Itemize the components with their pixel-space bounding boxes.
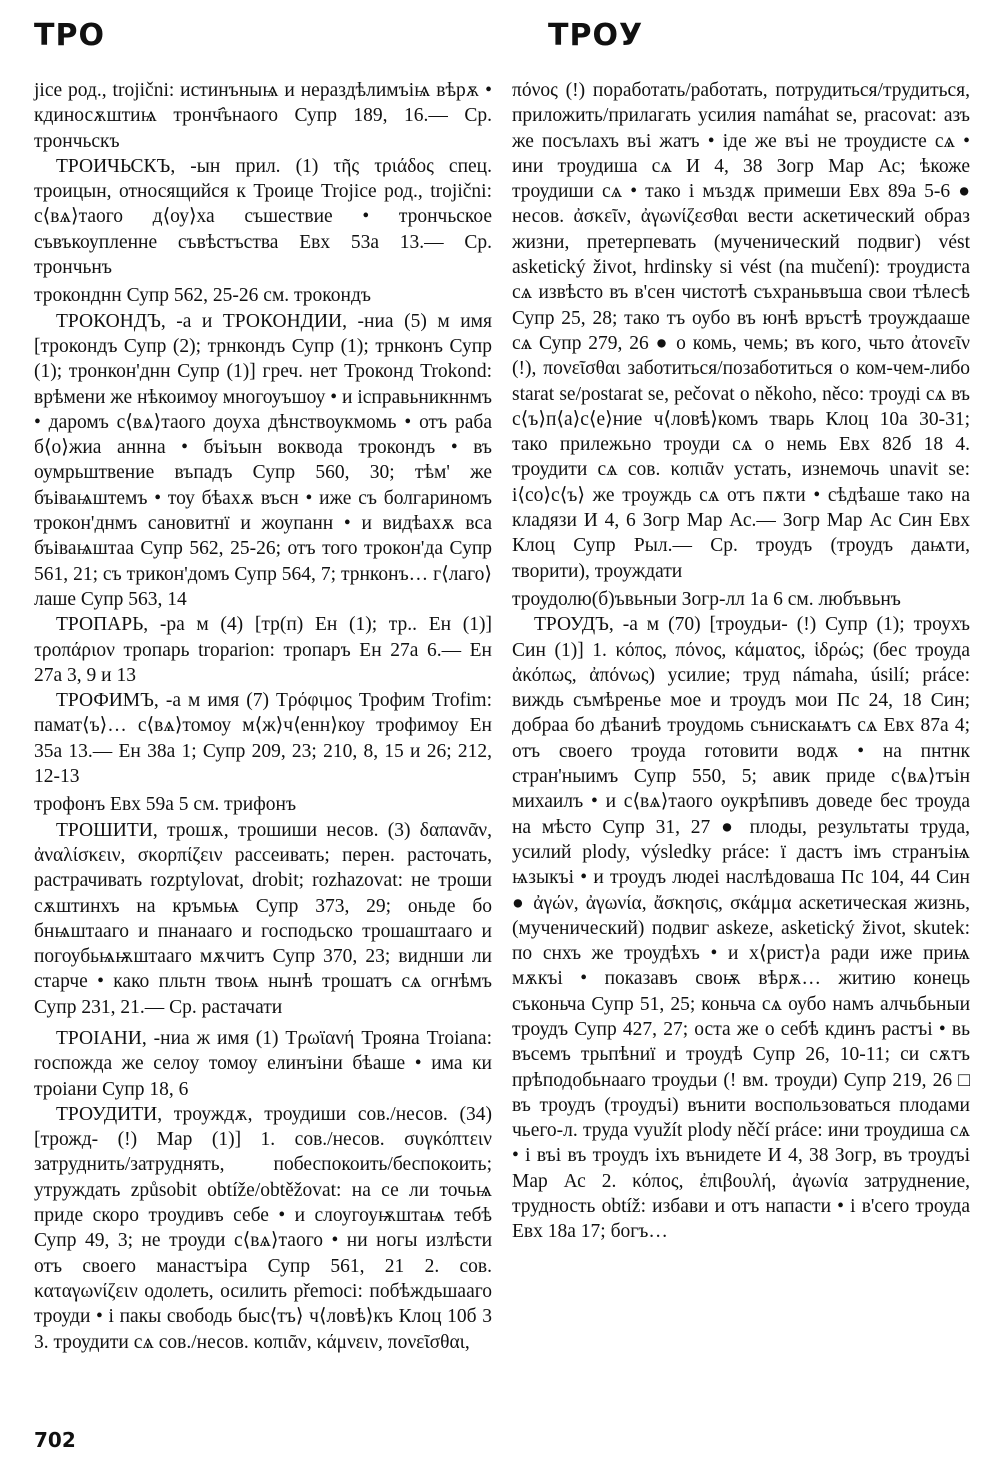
running-head-left: ТРО — [34, 18, 105, 53]
entry-continuation: jice род., trojični: истинъныѩ и нераздѣлимъіѩ вѣрѫ • кдиносѫштиѩ тронч҄ънаого Супр 189, 16.— Ср. трончьскъ — [34, 80, 492, 152]
entry-troud: ТРОУДЪ, -а м (70) [троудьи- (!) Супр (1); троухъ Син (1)] 1. κόπος, πόνος, κάματος, ἱδρώς; (бес троуда ἀκόπως, ἀπόνως) усилие; труд námaha, úsilí; práce: виждь съмѣренье мое и троудъ мои Пс 24, 18 Син; добраа бо дѣаниѣ троудомь съниcкаѩтъ сѧ Евх 87а 4; отъ своего троуда готовити водѫ • на пнтнк стран'ныимъ Супр 550, 5; авик приде с⟨вѧ⟩тъін михаилъ • и с⟨вѧ⟩таого оукрѣпивъ доведе бес троуда на мѣсто Супр 31, 27 ● плоды, результаты труда, усилий plody, výsledky práce: ї дастъ імъ странъіѩ ѩзыкъі • и троудъ людеі наслѣдоваша Пс 104, 44 Син ● ἀγών, ἀγωνία, ἄσκησις, σκάμμα аскетическая жизнь, (мученический) подвиг askeze, asketický život, skutek: по снхъ же троудѣхъ • и х⟨рист⟩а ради иже приѩ мѫкъі • показавъ своѭ вѣрѫ… житию конець съконьча Супр 51, 25; коньча сѧ оубо намъ алчьбьныи троудъ Супр 427, 27; оста же о себѣ кдинъ растъі • вь въсемъ трьпѣниї и троудѣ Супр 26, 10-11; си сѫтъ прѣподобьнааго троудьи (! вм. троуди) Супр 219, 26 □ въ троудъ (троудъі) вънити воспользоваться плодами чьего-л. труда využít plody něčí práce: ини троудиша сѧ • і въі въ троудъ іхъ вънидете И 4, 38 Зогр, въ троудъі Мар Ас 2. κόπος, ἐπιβουλή, ἀγωνία затруднение, трудность obtíž: избави и отъ напасти • і в'сего троуда Евх 18а 17; богъ… — [512, 614, 970, 1243]
cross-reference: троконднн Супр 562, 25-26 см. трокондъ — [34, 285, 371, 307]
entry-continuation: πόνος (!) поработать/работать, потрудиться/трудиться, приложить/прилагать усилия namáhat se, pracovat: азъ же посълахъ въі жатъ • іде же въі не троудисте сѧ • ини троудиша сѧ И 4, 38 Зогр Мар Ас; ѣкоже троудиши сѧ • тако і мъздѫ примеши Евх 89а 5-6 ● несов. ἀσκεῖν, ἀγωνίζεσθαι вести аскетический образ жизни, претерпевать (мученический подвиг) vést asketický život, hrdinsky si vést (na mučení): троудиста сѧ извѣсто въ в'сен чистотѣ съхраньвъша свои тѣлесѣ Супр 25, 28; тако тъ оубо въ юнѣ връстѣ троуждааше сѧ Супр 279, 26 ● о комь, чемь; въ кого, чьто ἀτονεῖν (!), πονεῖσθαι заботиться/позаботиться о ком-чем-либо starat se/postarat se, pečovat o někoho, něco: троуді сѧ въ с⟨ъ⟩п⟨а⟩с⟨е⟩ние ч⟨ловѣ⟩комъ тварь Клоц 10а 30-31; тако прилежьно троуди сѧ о немь Евх 82б 18 4. троудити сѧ сов. κοπιᾶν устать, изнемочь unavit se: і⟨со⟩с⟨ъ⟩ же троуждь сѧ отъ пѫти • сѣдѣаше тако на кладязи И 4, 6 Зогр Мар Ас.— Зогр Мар Ас Син Евх Клоц Супр Рыл.— Ср. троудъ (троудъ даѩти, творити), троуждати — [512, 80, 970, 582]
page-number: 702 — [34, 1428, 76, 1452]
entry-trokond: ТРОКОНДЪ, -а и ТРОКОНДИИ, -ниа (5) м имя [трокондъ Супр (2); трнкондъ Супр (1); трнконъ Супр (1); тронкон'днн Супр (1)] греч. нет Троконд Trokond: врѣмени же нѣкоимоу многоуъшоу • и ісправьникннмъ • даромъ с⟨вѧ⟩таого доуха дѣнствоукмомь • отъ раба б⟨о⟩жиа аннна • бъіъын воквода трокондъ • въ оумрьштвение въпадъ Супр 560, 30; тѣм' же бъіваѩштемъ • тоу бѣахѫ въсн • иже съ болгариномъ трокон'днмъ сановитнї и жоупанн • и видѣахѫ вса бъіваѩштаа Супр 562, 25-26; отъ того трокон'да Супр 561, 21; съ трикон'домъ Супр 564, 7; трнконъ… г⟨лаго⟩лаше Супр 563, 14 — [34, 310, 492, 610]
entry-troshiti: ТРОШИТИ, трошѫ, трошиши несов. (3) δαπανᾶν, ἀναλίσκειν, σκορπίζειν рассеивать; перен. расточать, растрачивать rozptylovat, drobit; rozhazovat: не троши сѫштинхъ на кръмьѩ Супр 373, 29; оньде бо бнѩштааго и пнанааго и господьско трошаштааго и погоубьѩѭштааго мѫчитъ Супр 370, 23; виднши ли старче • како пльтн твоѩ нынѣ трошатъ сѧ огнѣмъ Супр 231, 21.— Ср. растачати — [34, 819, 492, 1018]
left-column — [34, 78, 492, 1355]
right-column — [512, 78, 970, 1245]
entry-trofim: ТРОФИМЪ, -а м имя (7) Τρόφιμος Трофим Trofim: памат⟨ъ⟩… с⟨вѧ⟩томоу м⟨ж⟩ч⟨енн⟩коу трофимоу Ен 35а 13.— Ен 38а 1; Супр 209, 23; 210, 8, 15 и 26; 212, 12-13 — [34, 690, 492, 788]
entry-troiani: ТРОIАНИ, -ниа ж имя (1) Τρωϊανή Трояна Troiana: госпожда же селоу томоу елинъіни бѣаше • има ки троiани Супр 18, 6 — [34, 1027, 492, 1100]
cross-reference: троудолю(б)ъвьныи Зогр-лл 1а 6 см. любъвьнъ — [512, 588, 901, 610]
entry-tropar: ТРОПАРЬ, -ра м (4) [тр(п) Ен (1); тр.. Ен (1)] τροπάριον тропарь troparion: тропаръ Ен 27а 6.— Ен 27а 3, 9 и 13 — [34, 614, 492, 686]
running-head-right: ТРОУ — [548, 18, 644, 53]
entry-troichsk: ТРОИЧЬСКЪ, -ын прил. (1) τῆς τριάδος спец. троицын, относящийся к Троице Trojice род., trojični: с⟨вѧ⟩таого д⟨оу⟩ха съшествие • трончьское съвъкоупленне съвѣстъства Евх 53а 13.— Ср. трончьнъ — [34, 155, 492, 279]
cross-reference: трофонъ Евх 59а 5 см. трифонъ — [34, 794, 297, 816]
entry-trouditi: ТРОУДИТИ, троуждѫ, троудиши сов./несов. (34) [трожд- (!) Мар (1)] 1. сов./несов. συγκόπτειν затруднить/затруднять, побеспокоить/беспокоить; утруждать způsobit obtíže/obtěžovat: на се ли точьѩ приде скоро троудивъ себе • и слоугоуѭштаѩ тебѣ Супр 49, 3; не троуди с⟨вѧ⟩таого • ни ногы излѣсти отъ своего манастъіра Супр 561, 21 2. сов. καταγωνίζειν одолеть, осилить přemoci: побѣждьшааго троуди • і пакы свободь быс⟨тъ⟩ ч⟨ловѣ⟩къ Клоц 10б 3 3. троудити сѧ сов./несов. κοπιᾶν, κάμνειν, πονεῖσθαι, — [34, 1103, 492, 1353]
